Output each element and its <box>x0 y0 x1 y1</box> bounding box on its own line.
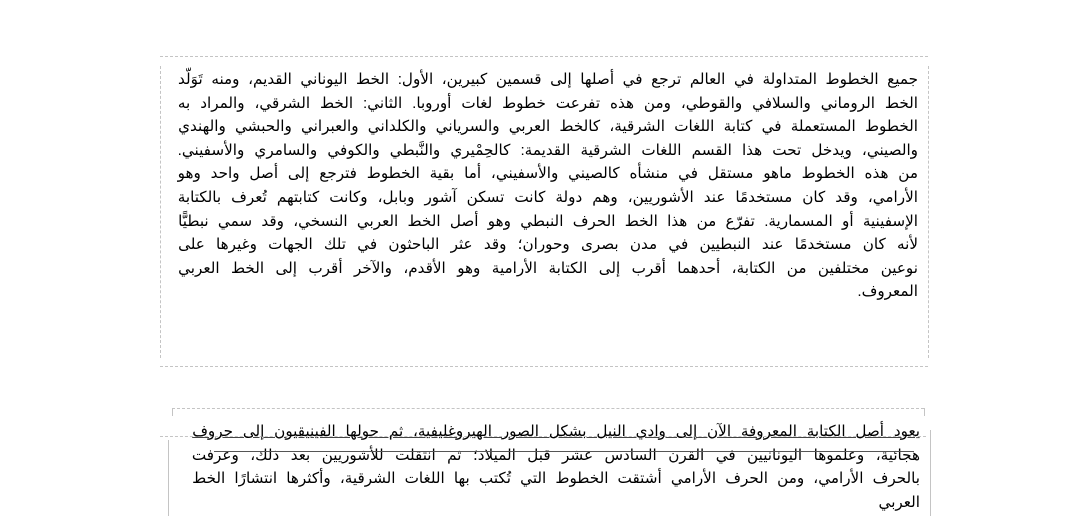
paragraph-1-line: من هذه الخطوط ماهو مستقل في منشأه كالصيني والأسفيني، أما بقية الخطوط فترجع إلى أصل واحد وهو <box>177 165 918 183</box>
paragraph-1-line: جميع الخطوط المتداولة في العالم ترجع في أصلها إلى قسمين كبيرين، الأول: الخط اليوناني القديم، ومنه تَوَلّد <box>178 71 918 88</box>
paragraph-1-line: الأرامي، وقد كان مستخدمًا عند الأشوريين، وهم دولة كانت تسكن آشور وبابل، وكانت كتابتهم تُعرف بالكتابة <box>177 188 918 206</box>
frame2-right-border <box>930 430 931 516</box>
paragraph-1 <box>178 68 918 304</box>
paragraph-2-line: هجائية، وعلموها اليونانيين في القرن السادس عشر قبل الميلاد؛ ثم انتقلت للأشوريين بعد ذلك، وعرفت <box>191 446 920 464</box>
frame2-top-left-tick <box>172 408 173 416</box>
frame2-top-right-tick <box>924 408 925 416</box>
paragraph-1-line: الخط الروماني والسلافي والقوطي، ومن هذه تفرعت خطوط لغات أوروبا. الثاني: الخط الشرقي، والمراد به <box>177 94 918 112</box>
paragraph-2-line: بالحرف الأرامي، ومن الحرف الأرامي أشتقت الخطوط التي تُكتب بها اللغات الشرقية، وأكثرها انتشارًا الخط <box>192 470 920 488</box>
overlap-strike-line <box>214 451 914 452</box>
paragraph-1-line: والصيني، ويدخل تحت هذا القسم اللغات الشرقية القديمة: كالحِمْيري والنَّبطي والكوفي والسامري والأسفيني. <box>177 141 918 159</box>
paragraph-1-line: المعروف. <box>857 283 918 301</box>
frame1-top-border <box>160 56 928 57</box>
frame1-right-border <box>928 66 929 358</box>
paragraph-1-line: الإسفينية أو المسمارية. تفرّع من هذا الخط الحرف النبطي وهو أصل الخط العربي النسخي، وقد سمي نبطيًّا <box>178 212 918 230</box>
paragraph-2-line: يعود أصل الكتابة المعروفة الآن إلى وادي النيل بشكل الصور الهيروغليفية، ثم حولها الفينيقيون إلى حروف <box>192 423 920 440</box>
frame2-top-border <box>172 408 924 409</box>
frame2-left-border <box>168 440 169 516</box>
paragraph-2 <box>192 420 920 514</box>
frame1-left-border <box>160 66 161 358</box>
paragraph-1-line: نوعين مختلفين من الكتابة، أحدهما أقرب إلى الكتابة الأرامية وهو الأقدم، والآخر أقرب إلى الخط العربي <box>178 259 918 277</box>
paragraph-1-line: لأنه كان مستخدمًا عند النبطيين في مدن بصرى وحوران؛ وقد عثر الباحثون في تلك الجهات وغيرها على <box>178 236 918 254</box>
frame1-bottom-border <box>160 366 928 367</box>
paragraph-1-line: الخطوط المستعملة في كتابة اللغات الشرقية، كالخط العربي والسرياني والكلداني والعبراني والحبشي والهندي <box>178 118 918 136</box>
paragraph-2-line: العربي <box>878 493 920 511</box>
